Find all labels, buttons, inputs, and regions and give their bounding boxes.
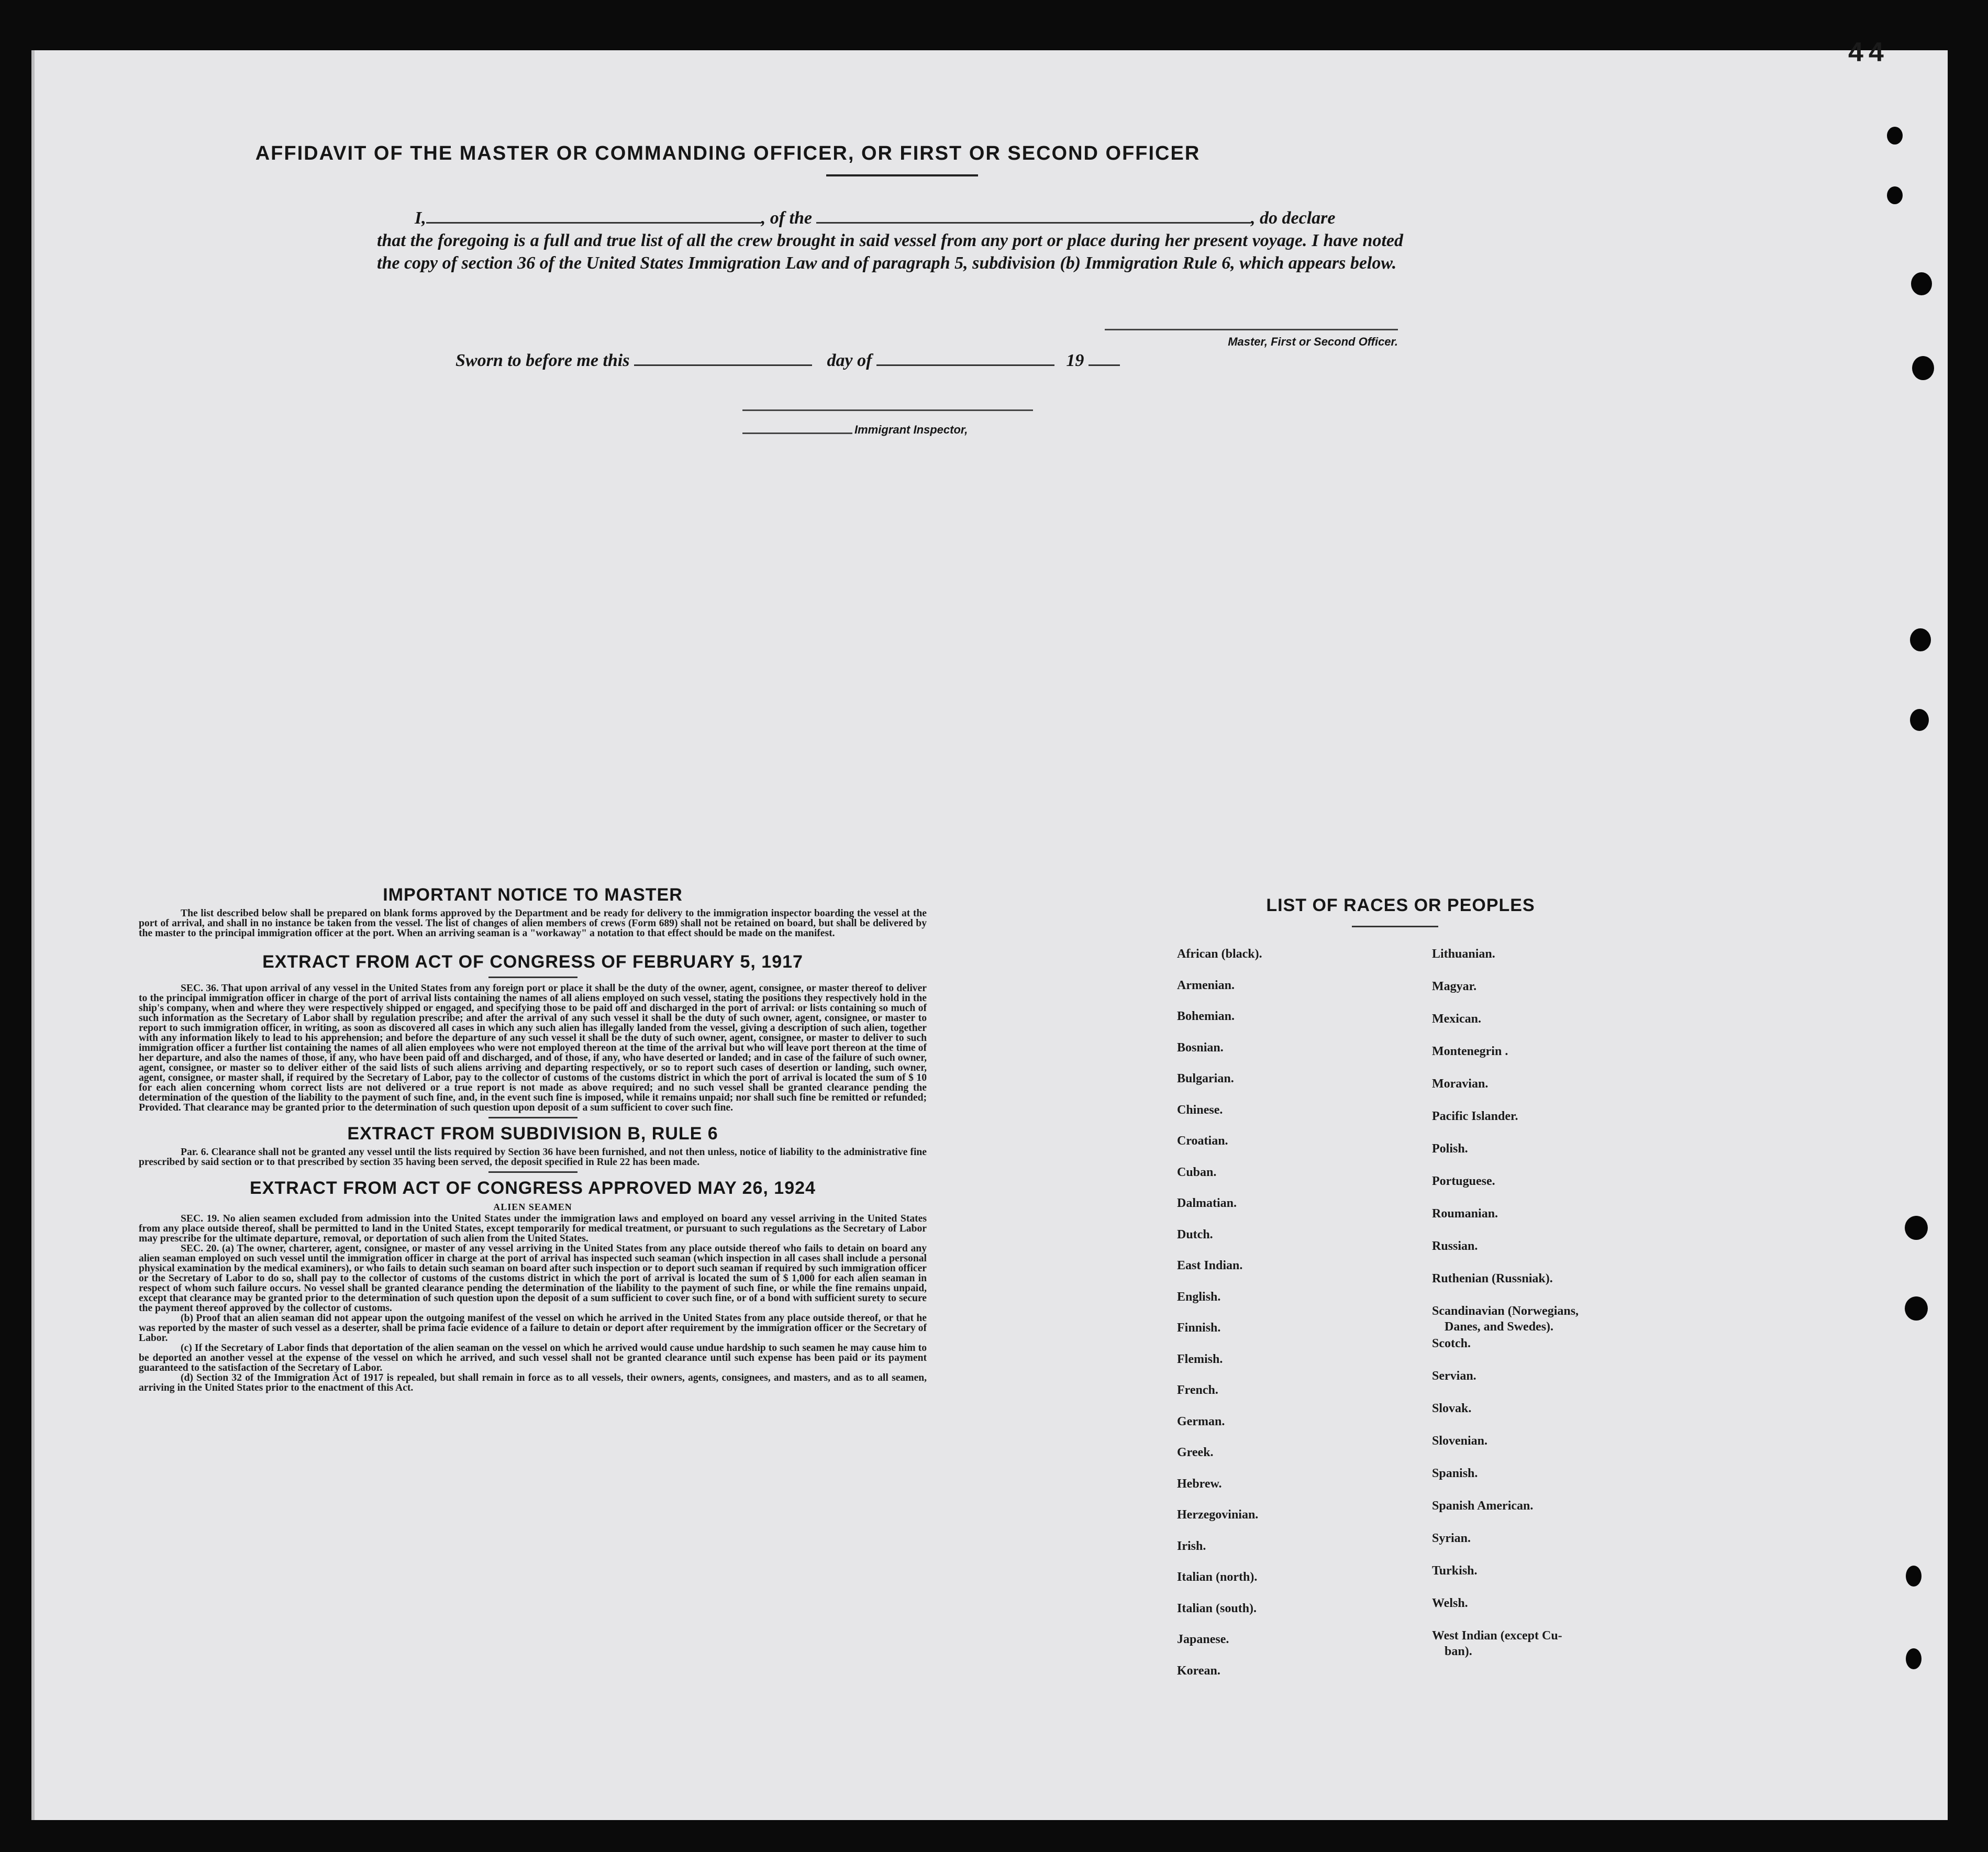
affidavit-title-rule xyxy=(826,174,978,176)
races-left-column xyxy=(1177,946,1262,1694)
race-item xyxy=(1432,1173,1579,1206)
punch-hole xyxy=(1906,1566,1922,1587)
race-item xyxy=(1432,1303,1579,1336)
races-title: LIST OF RACES OR PEOPLES xyxy=(1266,895,1535,915)
sworn-day-of: day of xyxy=(827,351,872,370)
punch-hole xyxy=(1911,272,1932,295)
race-item-line: Lithuanian. xyxy=(1432,947,1495,961)
race-item-line: Danes, and Swedes). xyxy=(1445,1320,1554,1334)
declaration-start: I, xyxy=(415,208,426,228)
race-item: Italian (south). xyxy=(1177,1601,1257,1615)
extract-1924-sec20d: (d) Section 32 of the Immigration Act of 1917 is repealed, but shall remain in force as to all vessels, their owners, agents, consignees, and masters, and as to all seamen, arriving in the United States prior to the enactment of this Act. xyxy=(139,1372,927,1393)
race-item: Flemish. xyxy=(1177,1352,1223,1366)
race-item xyxy=(1432,1238,1579,1271)
race-item-line: Scotch. xyxy=(1432,1337,1471,1350)
race-item xyxy=(1432,946,1579,979)
race-item: French. xyxy=(1177,1383,1218,1397)
race-item: German. xyxy=(1177,1414,1225,1428)
race-item: Herzegovinian. xyxy=(1177,1508,1259,1522)
race-item xyxy=(1432,1531,1579,1563)
punch-hole xyxy=(1887,186,1903,204)
notice-text: The list described below shall be prepared on blank forms approved by the Department and be ready for delivery to the immigration inspector boarding the vessel at the port of arrival, and shall in no instance be taken from the vessel. The list of changes of alien members of crews (Form 689) shall not be retained on board, but shall be delivered by the master to the principal immigration officer at the port. When an arriving seaman is a "workaway" a notation to that effect should be made on the manifest. xyxy=(139,908,927,939)
race-item xyxy=(1432,1595,1579,1628)
race-item xyxy=(1432,1108,1579,1141)
race-item: Armenian. xyxy=(1177,978,1235,992)
sworn-day-blank xyxy=(634,364,812,366)
sworn-line xyxy=(456,351,1120,371)
race-item: East Indian. xyxy=(1177,1259,1243,1272)
race-item-line: Spanish American. xyxy=(1432,1499,1534,1513)
race-item: Italian (north). xyxy=(1177,1570,1258,1584)
race-item xyxy=(1432,1336,1579,1368)
extract-rule6-text: Par. 6. Clearance shall not be granted any vessel until the lists required by Section 36 have been furnished, and not then unless, notice of liability to the administrative fine prescribed by said section or to that prescribed by section 35 having been served, the deposit specified in Rule 22 has been made. xyxy=(139,1147,927,1168)
race-item: Irish. xyxy=(1177,1539,1206,1553)
extract-1924-sec20b: (b) Proof that an alien seaman did not appear upon the outgoing manifest of the vessel on which he arrived in the United States from any place outside thereof, or that he was reported by the master of such vessel as a deserter, shall be prima facie evidence of a failure to detain or deport after requirement by the immigration officer or the Secretary of Labor. xyxy=(139,1313,927,1344)
race-item-line: Moravian. xyxy=(1432,1077,1489,1091)
extract-1917-rule xyxy=(488,977,577,978)
race-item-line: Servian. xyxy=(1432,1369,1476,1383)
race-item-line: Turkish. xyxy=(1432,1564,1478,1578)
race-item: Bulgarian. xyxy=(1177,1072,1234,1085)
race-item xyxy=(1432,1628,1579,1660)
race-item-line: Ruthenian (Russniak). xyxy=(1432,1272,1553,1285)
race-item-line: Portuguese. xyxy=(1432,1174,1495,1188)
race-item xyxy=(1432,1433,1579,1466)
sworn-prefix: Sworn to before me this xyxy=(456,351,630,370)
race-item: Korean. xyxy=(1177,1664,1220,1678)
race-item: Bosnian. xyxy=(1177,1040,1224,1055)
race-item xyxy=(1432,1563,1579,1595)
race-item-line: Slovak. xyxy=(1432,1402,1472,1415)
race-item-line: Syrian. xyxy=(1432,1532,1471,1545)
race-item: Chinese. xyxy=(1177,1103,1223,1117)
punch-hole xyxy=(1906,1648,1922,1669)
page-number: 44 xyxy=(1848,37,1889,68)
inspector-signature-line xyxy=(742,409,1033,411)
extract-1924-sec20a: SEC. 20. (a) The owner, charterer, agent, consignee, or master of any vessel arriving in the United States from any place outside thereof who fails to detain on board any alien seaman employed on such vessel until the immigration officer in charge at the port of arrival has inspected such seaman (which inspection in all cases shall include a personal physical examination by the medical examiners), or who fails to detain such seaman on board after such inspection or to deport such seaman if required by such immigration officer or the Secretary of Labor to do so, shall pay to the collector of customs of the customs district in which the port of arrival is located the sum of $ 1,000 for each alien seaman in respect of whom such failure occurs. No vessel shall be granted clearance pending the determination of the liability to the payment of such fine, or while the fine remains unpaid, except that clearance may be granted prior to the determination of such question upon the deposit of a sum sufficient to cover such fine, or of a bond with sufficient surety to secure the payment thereof approved by the collector of customs. xyxy=(139,1243,927,1314)
race-item xyxy=(1432,1044,1579,1076)
punch-hole xyxy=(1910,709,1929,731)
declarant-name-blank xyxy=(426,222,761,224)
race-item-line: Welsh. xyxy=(1432,1596,1468,1610)
notice-column xyxy=(139,885,927,1393)
race-item xyxy=(1432,1141,1579,1173)
extract-rule6-title: EXTRACT FROM SUBDIVISION B, RULE 6 xyxy=(347,1124,718,1144)
race-item xyxy=(1432,979,1579,1011)
punch-hole xyxy=(1910,628,1931,651)
race-item: Croatian. xyxy=(1177,1134,1228,1148)
race-item-line: Slovenian. xyxy=(1432,1434,1488,1448)
extract-1924-sec19: SEC. 19. No alien seamen excluded from admission into the United States under the immigration laws and employed on board any vessel arriving in the United States from any place outside thereof, shall be permitted to land in the United States, except temporarily for medical treatment, or pursuant to such regulations as the Secretary of Labor may prescribe for the ultimate departure, removal, or deportation of such alien from the United States. xyxy=(139,1213,927,1244)
race-item-line: Roumanian. xyxy=(1432,1207,1498,1221)
race-item xyxy=(1432,1206,1579,1238)
punch-hole xyxy=(1905,1296,1928,1321)
punch-hole xyxy=(1905,1216,1928,1240)
extract-1917-text: SEC. 36. That upon arrival of any vessel in the United States from any foreign port or place it shall be the duty of the owner, agent, consignee, or master thereof to deliver to the principal immigration officer in charge of the port of arrival lists containing the names of all aliens employed on such vessel, stating the positions they respectively hold in the ship's company, when and where they were respectively shipped or engaged, and specifying those to be paid off and discharged in the port of arrival: or lists containing so much of such information as the Secretary of Labor shall by regulation prescribe; and after the arrival of any such vessel it shall be the duty of such owner, agent, consignee, or master to report to such immigration officer, in writing, as soon as discovered all cases in which any such alien has illegally landed from the vessel, giving a description of such alien, together with any information likely to lead to his apprehension; and before the departure of any such vessel it shall be the duty of such owner, agent, consignee, or master to deliver to such immigration officer a further list containing the names of all alien employees who were not employed thereon at the time of the arrival but who will leave port thereon at the time of her departure, and also the names of those, if any, who have been paid off and discharged, and of those, if any, who have deserted or landed; and in case of the failure of such owner, agent, consignee, or master so to deliver either of the said lists of such aliens arriving and departing respectively, or so to report such cases of desertion or landing, such owner, agent, consignee, or master shall, if required by the Secretary of Labor, pay to the collector of customs of the customs district in which the port of arrival is located the sum of $ 10 for each alien concerning whom correct lists are not delivered or a true report is not made as above required; and no such vessel shall be granted clearance pending the determination of the question of the liability to the payment of such fine, and, in the event such fine is imposed, while it remains unpaid; nor shall such fine be remitted or refunded; Provided. That clearance may be granted prior to the determination of such question upon deposit of a sum sufficient to cover such fine. xyxy=(139,983,927,1113)
punch-hole xyxy=(1912,356,1934,380)
inspector-signature-line-short xyxy=(742,432,852,434)
race-item xyxy=(1432,1011,1579,1044)
race-item-line: Russian. xyxy=(1432,1239,1478,1253)
race-item: Dutch. xyxy=(1177,1227,1213,1241)
declaration-body: that the foregoing is a full and true list of all the crew brought in said vessel from any port or place during her present voyage. I have noted the copy of section 36 of the United States Immigration Law and of paragraph 5, subdivision (b) Immigration Rule 6, which appears below. xyxy=(377,231,1403,273)
race-item: Dalmatian. xyxy=(1177,1196,1237,1210)
extract-1924-subtitle: ALIEN SEAMEN xyxy=(493,1202,572,1212)
races-title-rule xyxy=(1352,926,1438,927)
race-item-line: Pacific Islander. xyxy=(1432,1110,1518,1123)
race-item xyxy=(1432,1271,1579,1303)
inspector-label: Immigrant Inspector, xyxy=(854,423,968,436)
master-signature-label: Master, First or Second Officer. xyxy=(1228,335,1398,348)
vessel-name-blank xyxy=(816,222,1251,224)
sworn-month-blank xyxy=(876,364,1054,366)
race-item-line: Montenegrin . xyxy=(1432,1045,1508,1058)
master-signature-line xyxy=(1105,329,1398,330)
race-item-line: Scandinavian (Norwegians, xyxy=(1432,1304,1579,1318)
extract-1924-top-rule xyxy=(488,1171,577,1173)
race-item: English. xyxy=(1177,1290,1221,1304)
race-item: Bohemian. xyxy=(1177,1010,1235,1023)
race-item-line: Mexican. xyxy=(1432,1012,1481,1026)
race-item xyxy=(1432,1466,1579,1498)
race-item: African (black). xyxy=(1177,947,1262,961)
extract-rule6-top-rule xyxy=(488,1117,577,1118)
declaration-of-the: , of the xyxy=(761,208,813,228)
race-item xyxy=(1432,1076,1579,1108)
punch-hole xyxy=(1887,127,1903,145)
race-item-line: West Indian (except Cu- xyxy=(1432,1629,1562,1643)
sworn-year-prefix: 19 xyxy=(1066,351,1084,370)
race-item: Greek. xyxy=(1177,1446,1214,1459)
race-item: Finnish. xyxy=(1177,1321,1221,1335)
notice-title: IMPORTANT NOTICE TO MASTER xyxy=(383,885,683,905)
race-item xyxy=(1432,1401,1579,1433)
extract-1924-title: EXTRACT FROM ACT OF CONGRESS APPROVED MAY 26, 1924 xyxy=(250,1178,816,1198)
declaration-do-declare: , do declare xyxy=(1251,208,1336,228)
extract-1917-title: EXTRACT FROM ACT OF CONGRESS OF FEBRUARY 5, 1917 xyxy=(262,952,803,972)
race-item: Japanese. xyxy=(1177,1633,1229,1646)
race-item-line: Magyar. xyxy=(1432,980,1477,993)
race-item xyxy=(1432,1368,1579,1401)
extract-1924-sec20c: (c) If the Secretary of Labor finds that deportation of the alien seaman on the vessel on which he arrived would cause undue hardship to such seamen he may cause him to be deported an another vessel at the expense of the vessel on which he arrived, and such vessel shall not be granted clearance until such expense has been paid or its payment guaranteed to the satisfaction of the Secretary of Labor. xyxy=(139,1343,927,1373)
race-item: Hebrew. xyxy=(1177,1477,1222,1491)
race-item xyxy=(1432,1498,1579,1531)
race-item-line: Spanish. xyxy=(1432,1467,1478,1480)
affidavit-title: AFFIDAVIT OF THE MASTER OR COMMANDING OFFICER, OR FIRST OR SECOND OFFICER xyxy=(255,142,1201,164)
affidavit-declaration xyxy=(377,207,1403,274)
sworn-year-blank xyxy=(1089,364,1120,366)
races-right-column xyxy=(1432,946,1579,1660)
race-item-line: ban). xyxy=(1445,1645,1472,1658)
race-item: Cuban. xyxy=(1177,1165,1217,1179)
race-item-line: Polish. xyxy=(1432,1142,1468,1156)
